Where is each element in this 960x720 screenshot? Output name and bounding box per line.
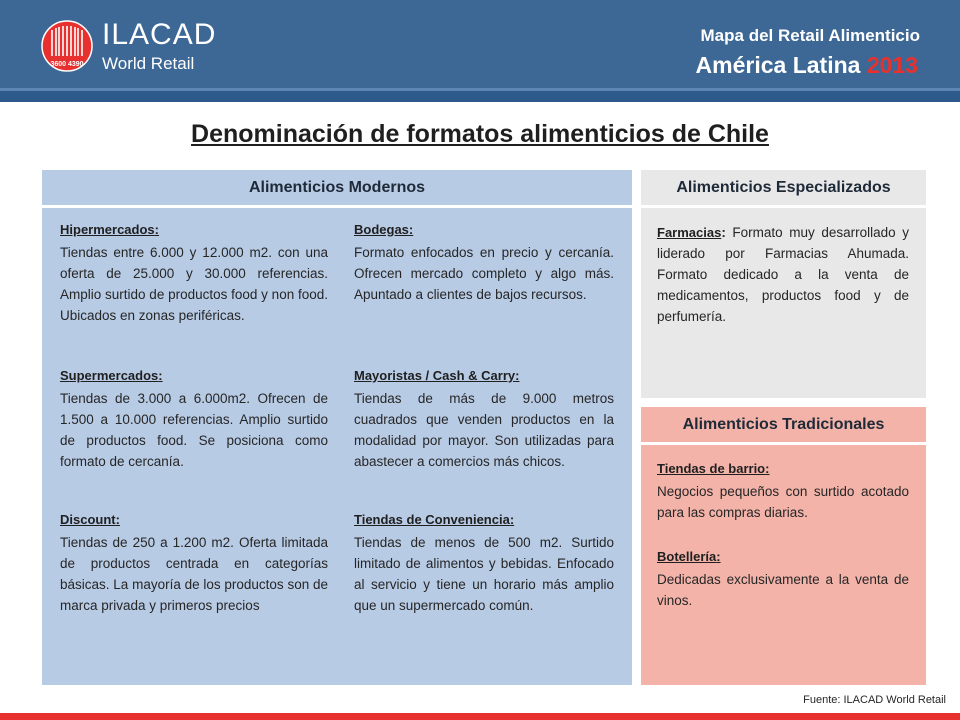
source-note: Fuente: ILACAD World Retail xyxy=(803,694,946,706)
panel-modern xyxy=(42,170,632,685)
logo-subtitle: World Retail xyxy=(102,54,195,73)
header-title-top: Mapa del Retail Alimenticio xyxy=(700,26,920,45)
bottom-accent-bar xyxy=(0,713,960,720)
format-description: Tiendas de 3.000 a 6.000m2. Ofrecen de 1.500 a 10.000 referencias. Amplio surtido de productos food. Se posiciona como formato de cercanía. xyxy=(60,391,328,469)
format-description: Formato muy desarrollado y liderado por Farmacias Ahumada. Formato dedicado a la venta de medicamentos, productos food y de perfumería. xyxy=(657,225,909,324)
format-discount: Discount: Tiendas de 250 a 1.200 m2. Oferta limitada de productos centrada en categorías básicas. La mayoría de los productos son de marca privada y primeros precios xyxy=(60,512,328,616)
format-description: Tiendas entre 6.000 y 12.000 m2. con una oferta de 25.000 y 30.000 referencias. Amplio surtido de productos food y non food. Ubicados en zonas periféricas. xyxy=(60,245,328,323)
format-hipermercados: Hipermercados: Tiendas entre 6.000 y 12.000 m2. con una oferta de 25.000 y 30.000 referencias. Amplio surtido de productos food y non food. Ubicados en zonas periféricas. xyxy=(60,222,328,326)
format-farmacias: Farmacias: Formato muy desarrollado y liderado por Farmacias Ahumada. Formato dedicado a la venta de medicamentos, productos food y de perfumería. xyxy=(657,225,909,324)
region-name: América Latina xyxy=(695,52,861,78)
format-title: Tiendas de barrio xyxy=(657,461,766,476)
panel-traditional-heading: Alimenticios Tradicionales xyxy=(641,407,926,445)
format-description: Tiendas de 250 a 1.200 m2. Oferta limitada de productos centrada en categorías básicas. La mayoría de los productos son de marca privada y primeros precios xyxy=(60,535,328,613)
format-description: Tiendas de menos de 500 m2. Surtido limitado de alimentos y bebidas. Enfocado al servicio y tiene un horario más amplio que un supermercado común. xyxy=(354,535,614,613)
format-title: Supermercados xyxy=(60,368,159,383)
panel-specialized xyxy=(641,170,926,398)
format-description: Negocios pequeños con surtido acotado para las compras diarias. xyxy=(657,484,909,520)
format-description: Dedicadas exclusivamente a la venta de vinos. xyxy=(657,572,909,608)
format-description: Tiendas de más de 9.000 metros cuadrados que venden productos en la modalidad por mayor. Son utilizadas para abastecer a comercios más chicos. xyxy=(354,391,614,469)
panel-traditional xyxy=(641,407,926,685)
format-title: Bodegas xyxy=(354,222,409,237)
format-conveniencia: Tiendas de Conveniencia: Tiendas de menos de 500 m2. Surtido limitado de alimentos y bebidas. Enfocado al servicio y tiene un horario más amplio que un supermercado común. xyxy=(354,512,614,616)
format-title: Discount xyxy=(60,512,116,527)
format-title: Tiendas de Conveniencia xyxy=(354,512,510,527)
format-title: Hipermercados xyxy=(60,222,155,237)
format-supermercados: Supermercados: Tiendas de 3.000 a 6.000m2. Ofrecen de 1.500 a 10.000 referencias. Amplio surtido de productos food. Se posiciona como formato de cercanía. xyxy=(60,368,328,472)
panel-modern-heading: Alimenticios Modernos xyxy=(42,170,632,208)
header-strip-highlight xyxy=(0,88,960,91)
region-year: 2013 xyxy=(866,52,918,78)
format-title: Mayoristas / Cash & Carry xyxy=(354,368,516,383)
format-botelleria: Botellería: Dedicadas exclusivamente a la venta de vinos. xyxy=(657,549,909,611)
format-description: Formato enfocados en precio y cercanía. Ofrecen mercado completo y algo más. Apuntado a clientes de bajos recursos. xyxy=(354,245,614,302)
format-title: Farmacias xyxy=(657,225,722,240)
format-title: Botellería xyxy=(657,549,717,564)
ilacad-logo xyxy=(40,16,240,76)
panel-specialized-heading: Alimenticios Especializados xyxy=(641,170,926,208)
header-title-region xyxy=(696,52,918,79)
logo-globe-icon xyxy=(40,16,96,76)
format-mayoristas: Mayoristas / Cash & Carry: Tiendas de más de 9.000 metros cuadrados que venden productos en la modalidad por mayor. Son utilizadas para abastecer a comercios más chicos. xyxy=(354,368,614,472)
logo-badge: 3600 4390 xyxy=(50,61,84,68)
logo-name: ILACAD xyxy=(102,18,217,51)
format-bodegas: Bodegas: Formato enfocados en precio y cercanía. Ofrecen mercado completo y algo más. Apuntado a clientes de bajos recursos. xyxy=(354,222,614,305)
page-title: Denominación de formatos alimenticios de Chile xyxy=(191,120,769,148)
format-tiendas-barrio: Tiendas de barrio: Negocios pequeños con surtido acotado para las compras diarias. xyxy=(657,461,909,523)
